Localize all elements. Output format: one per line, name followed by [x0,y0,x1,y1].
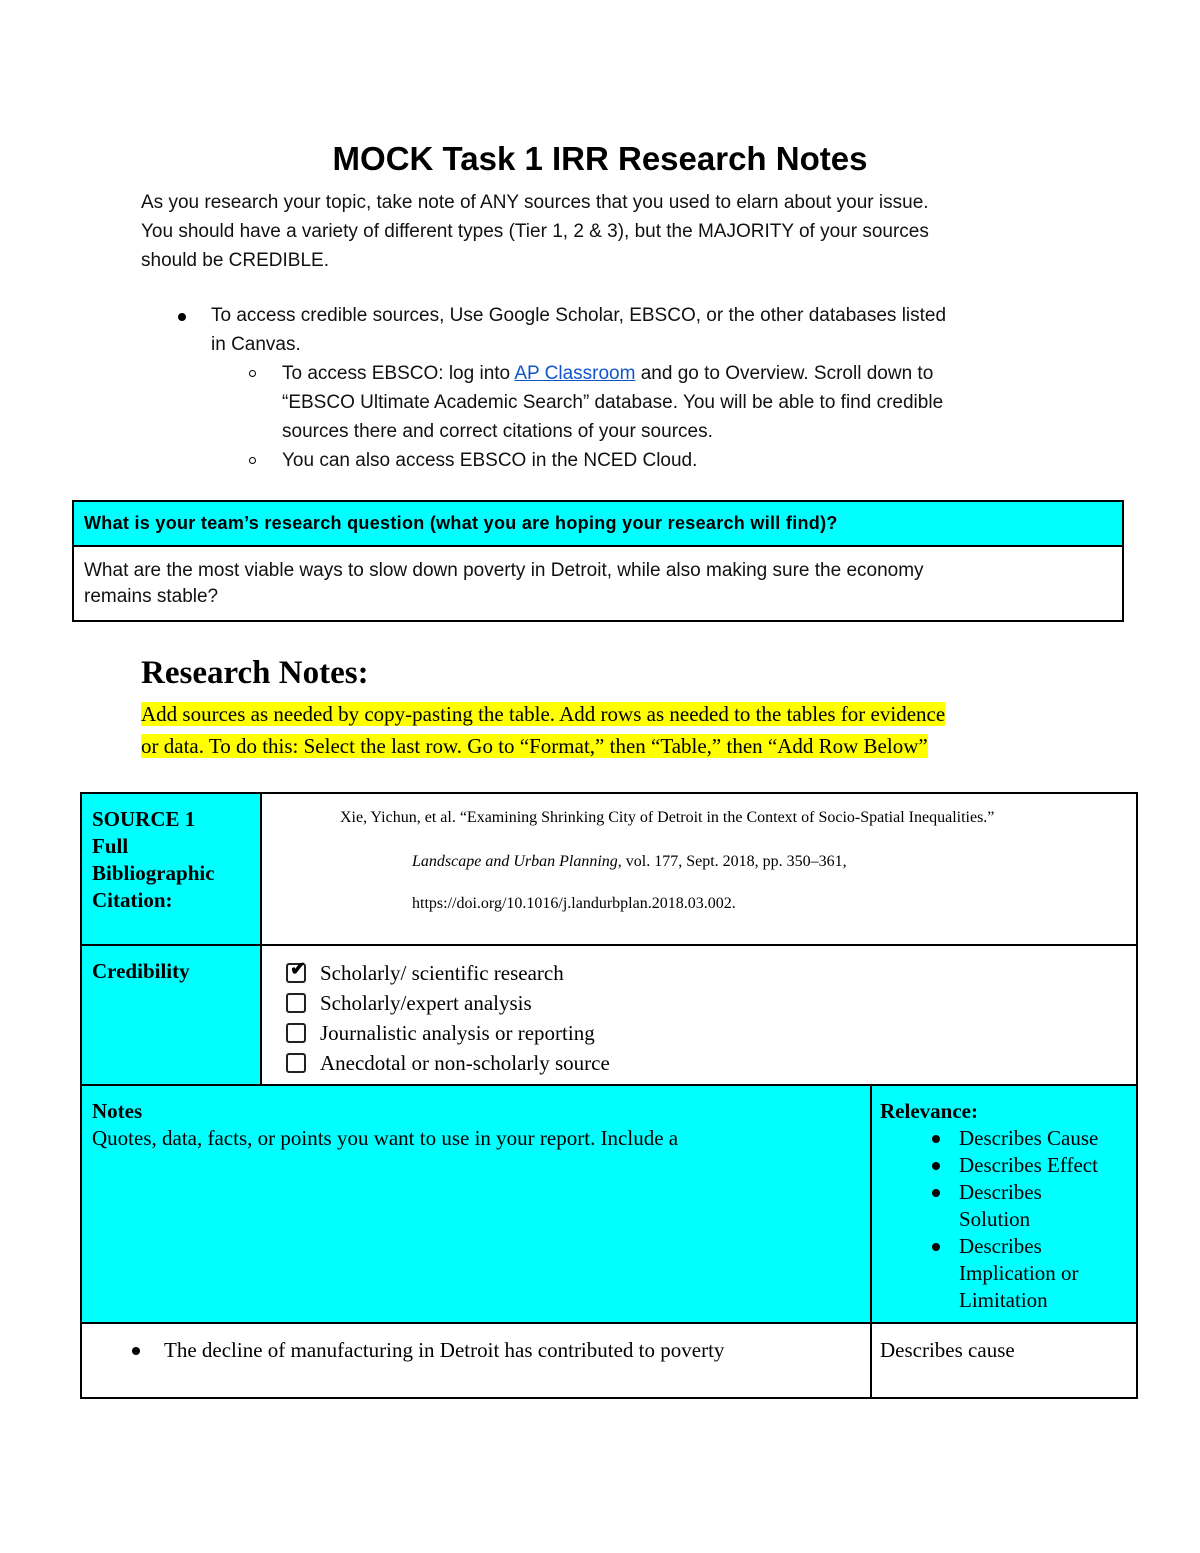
list-item: To access credible sources, Use Google Scholar, EBSCO, or the other databases listed in Canvas. [141,301,1061,359]
relevance-item: Describes Solution [880,1179,1128,1233]
intro-paragraph [141,188,1061,275]
research-question-header: What is your team’s research question (what you are hoping your research will find)? [74,502,1122,547]
bullet-icon [932,1135,940,1143]
intro-line: As you research your topic, take note of ANY sources that you used to elarn about your issue. [141,192,929,213]
table-divider [82,944,1136,946]
page-title: MOCK Task 1 IRR Research Notes [332,140,868,177]
table-divider [82,1084,1136,1086]
note-entry-item: The decline of manufacturing in Detroit has contributed to poverty [82,1337,870,1364]
checkbox-empty-icon[interactable] [286,1053,306,1073]
checkbox-empty-icon[interactable] [286,1023,306,1043]
checkbox-empty-icon[interactable] [286,993,306,1013]
sub-list-item: To access EBSCO: log into AP Classroom and go to Overview. Scroll down to “EBSCO Ultimate Academic Search” database. You will be able to find credible sources there and correct citations of your sources. [141,359,1061,446]
intro-line: should be CREDIBLE. [141,250,329,271]
relevance-item: Describes Cause [880,1125,1128,1152]
bullet-icon [932,1162,940,1170]
table-divider [260,794,262,1084]
credibility-option[interactable]: Anecdotal or non-scholarly source [262,1048,1136,1078]
intro-line: You should have a variety of different types (Tier 1, 2 & 3), but the MAJORITY of your sources [141,221,929,242]
credibility-label-cell: Credibility [82,946,260,1084]
instructions-list [141,301,1061,475]
notes-header-cell: Notes Quotes, data, facts, or points you want to use in your report. Include a [82,1086,870,1322]
table-divider [870,1084,872,1397]
citation-cell[interactable]: Xie, Yichun, et al. “Examining Shrinking City of Detroit in the Context of Socio-Spatial Inequalities.” Landscape and Urban Planning, vol. 177, Sept. 2018, pp. 350–361, https://doi.org/10.1016/j.landurbplan.2018.03.002. [340,809,995,912]
research-notes-instructions: Add sources as needed by copy-pasting the table. Add rows as needed to the tables for evidence or data. To do this: Select the last row. Go to “Format,” then “Table,” then “Add Row Below” [141,702,946,758]
research-notes-heading: Research Notes: [141,655,369,691]
credibility-option[interactable]: ✔ Scholarly/ scientific research [262,958,1136,988]
table-divider [82,1322,1136,1324]
ap-classroom-link[interactable]: AP Classroom [514,363,636,384]
credibility-options-cell [262,946,1136,1084]
research-question-answer[interactable]: What are the most viable ways to slow down poverty in Detroit, while also making sure the economy remains stable? [84,560,924,607]
credibility-option[interactable]: Scholarly/expert analysis [262,988,1136,1018]
relevance-item: Describes Implication or Limitation [880,1233,1128,1314]
hollow-bullet-icon [249,457,256,464]
source-label-cell: SOURCE 1 Full Bibliographic Citation: [82,794,260,944]
research-question-table [72,500,1124,622]
relevance-header-cell: Relevance: Describes Cause Describes Effect Describes Solution Describes Implication or Limitation [872,1086,1136,1322]
bullet-icon [178,313,186,321]
source-1-table [80,792,1138,1399]
bullet-icon [132,1347,140,1355]
hollow-bullet-icon [249,370,256,377]
relevance-entry-cell[interactable]: Describes cause [880,1338,1015,1362]
relevance-item: Describes Effect [880,1152,1128,1179]
credibility-option[interactable]: Journalistic analysis or reporting [262,1018,1136,1048]
note-entry-cell[interactable] [82,1324,870,1397]
sub-list-item: You can also access EBSCO in the NCED Cloud. [141,446,1061,475]
bullet-icon [932,1189,940,1197]
checkbox-checked-icon[interactable]: ✔ [286,963,306,983]
bullet-icon [932,1243,940,1251]
